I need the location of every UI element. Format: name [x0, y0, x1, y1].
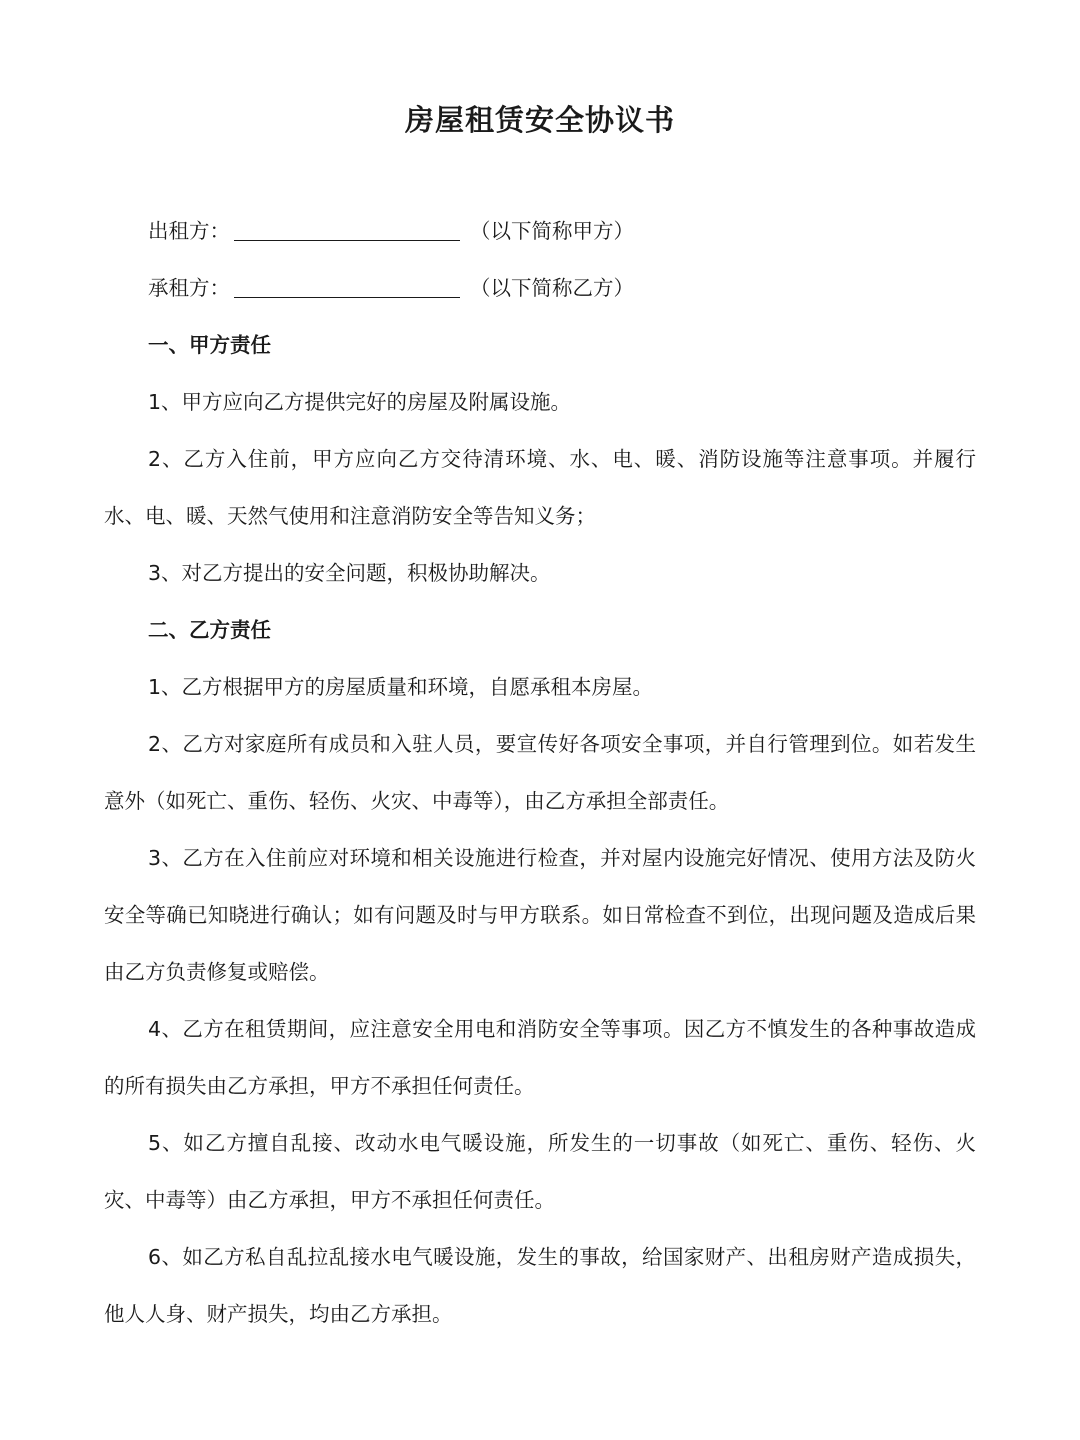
lessee-label: 承租方：: [148, 276, 230, 300]
clause-b-6: 6、如乙方私自乱拉乱接水电气暖设施，发生的事故，给国家财产、出租房财产造成损失，他人人身、财产损失，均由乙方承担。: [104, 1245, 976, 1326]
clause-a-3: 3、对乙方提出的安全问题，积极协助解决。: [148, 561, 551, 585]
clause-a-2: 2、乙方入住前，甲方应向乙方交待清环境、水、电、暖、消防设施等注意事项。并履行水、电、暖、天然气使用和注意消防安全等告知义务；: [104, 447, 976, 528]
lessor-name-blank: [234, 214, 460, 241]
clause-b-1: 1、乙方根据甲方的房屋质量和环境，自愿承租本房屋。: [148, 675, 654, 699]
document-title: 房屋租赁安全协议书: [404, 103, 675, 137]
lessor-label: 出租方：: [148, 219, 230, 243]
document-body: [104, 203, 976, 1343]
clause-b-2: 2、乙方对家庭所有成员和入驻人员，要宣传好各项安全事项，并自行管理到位。如若发生意外（如死亡、重伤、轻伤、火灾、中毒等），由乙方承担全部责任。: [104, 732, 976, 813]
lessee-name-blank: [234, 271, 460, 298]
lessee-note: （以下简称乙方）: [470, 276, 634, 300]
section-heading-party-a: 一、甲方责任: [148, 333, 271, 357]
clause-b-5: 5、如乙方擅自乱接、改动水电气暖设施，所发生的一切事故（如死亡、重伤、轻伤、火灾、中毒等）由乙方承担，甲方不承担任何责任。: [104, 1131, 976, 1212]
clause-b-4: 4、乙方在租赁期间，应注意安全用电和消防安全等事项。因乙方不慎发生的各种事故造成的所有损失由乙方承担，甲方不承担任何责任。: [104, 1017, 976, 1098]
lessor-line: [104, 203, 976, 260]
clause-b-3: 3、乙方在入住前应对环境和相关设施进行检查，并对屋内设施完好情况、使用方法及防火安全等确已知晓进行确认；如有问题及时与甲方联系。如日常检查不到位，出现问题及造成后果由乙方负责修复或赔偿。: [104, 846, 976, 984]
lessor-note: （以下简称甲方）: [470, 219, 634, 243]
section-heading-party-b: 二、乙方责任: [148, 618, 271, 642]
lessee-line: [104, 260, 976, 317]
clause-a-1: 1、甲方应向乙方提供完好的房屋及附属设施。: [148, 390, 572, 414]
